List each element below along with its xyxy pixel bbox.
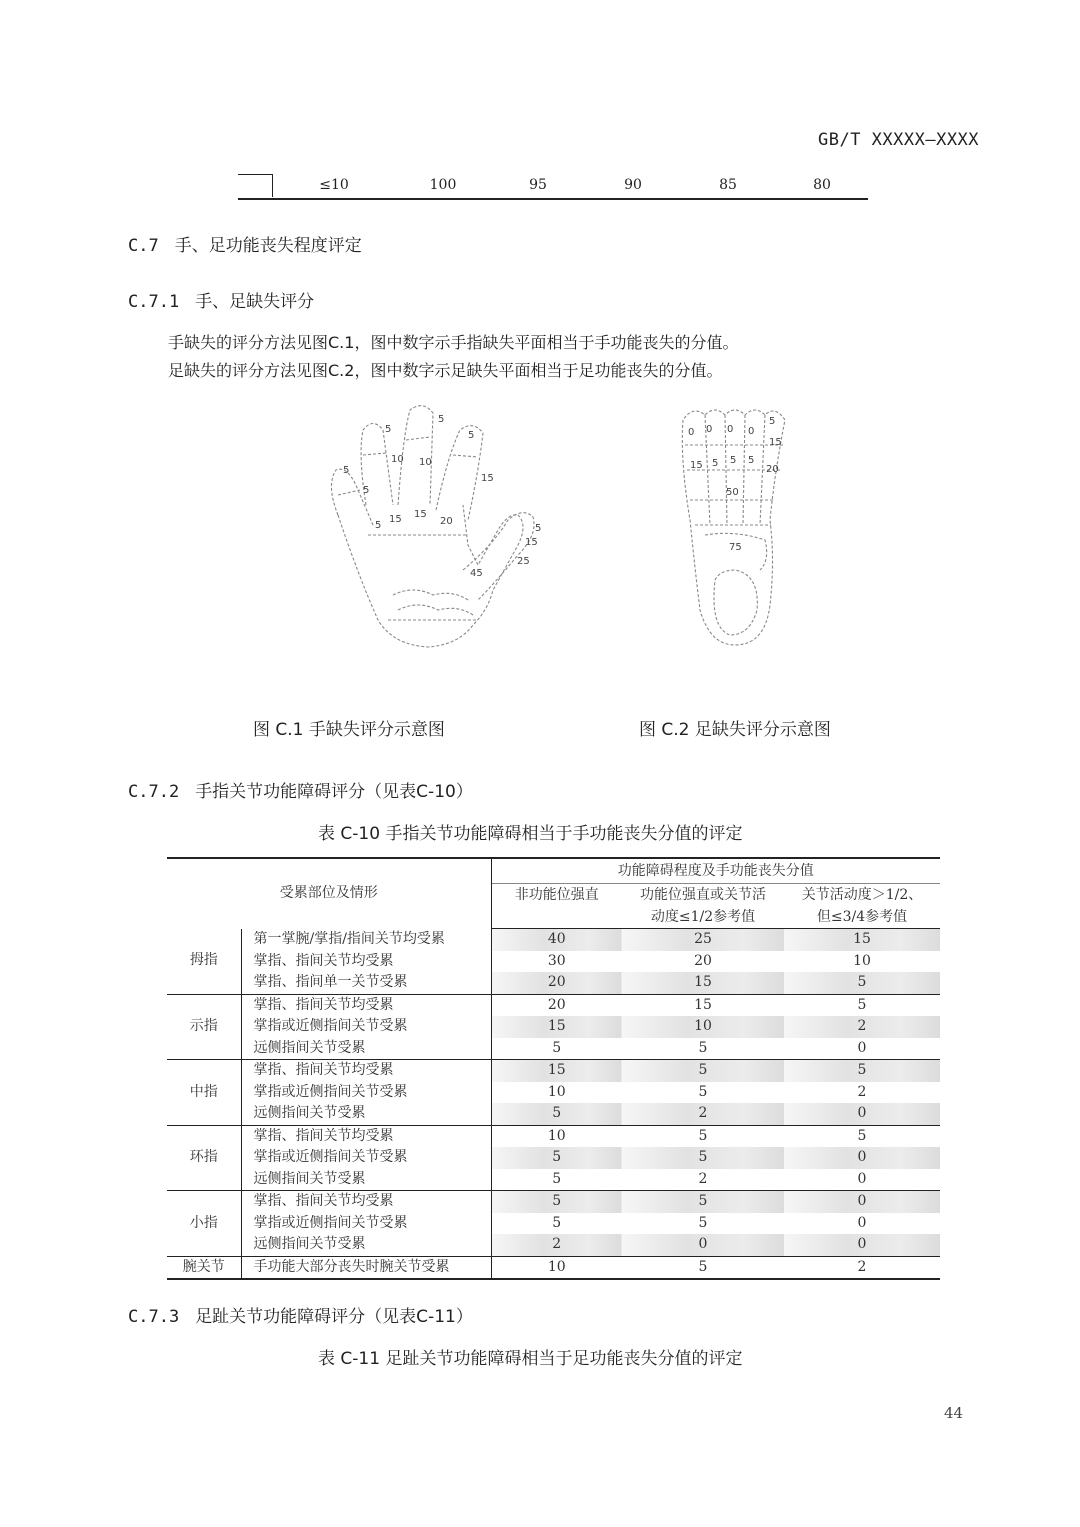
row-description: 第一掌腕/掌指/指间关节均受累	[241, 929, 491, 951]
hand-label: 5	[363, 485, 370, 496]
foot-label: 15	[769, 437, 782, 448]
section-title: 手、足缺失评分	[195, 292, 315, 312]
table-cell: 5	[491, 1103, 622, 1125]
table-row	[167, 1234, 940, 1256]
table-cell: 5	[622, 1256, 784, 1279]
row-description: 掌指或近侧指间关节受累	[241, 1213, 491, 1235]
foot-label: 0	[727, 424, 734, 435]
table-cell: 20	[491, 972, 622, 994]
table-cell: 40	[491, 929, 622, 951]
figure-caption-hand: 图 C.1 手缺失评分示意图	[253, 720, 445, 740]
column-header-line: 动度≤1/2参考值	[650, 909, 756, 925]
row-description: 远侧指间关节受累	[241, 1103, 491, 1125]
section-heading-c72	[128, 777, 473, 802]
table-cell: 15	[491, 1060, 622, 1082]
table-cell: 5	[491, 1038, 622, 1060]
hand-label: 5	[343, 465, 350, 476]
table-cell: 5	[622, 1060, 784, 1082]
hand-label: 25	[517, 556, 530, 567]
column-header-line: 关节活动度＞1/2、	[801, 887, 923, 903]
table-row	[167, 1016, 940, 1038]
row-description: 掌指、指间关节均受累	[241, 1191, 491, 1213]
table-cell: 0	[784, 1191, 940, 1213]
table-row	[167, 951, 940, 973]
row-description: 掌指、指间单一关节受累	[241, 972, 491, 994]
hand-label: 15	[414, 509, 427, 520]
table-cell: 5	[857, 1127, 867, 1144]
hand-label: 5	[385, 424, 392, 435]
table-row	[167, 972, 940, 994]
section-heading-c73	[128, 1302, 473, 1327]
table-row	[167, 1060, 940, 1082]
table-cell: 5	[784, 972, 940, 994]
table-cell: 10	[547, 1127, 566, 1144]
column-header-group: 功能障碍程度及手功能丧失分值	[491, 858, 940, 884]
row-description: 掌指、指间关节均受累	[241, 1060, 491, 1082]
column-header-line	[492, 906, 623, 928]
group-name-thumb: 拇指	[167, 929, 241, 995]
table-cell: 5	[622, 1191, 784, 1213]
table-cell: 2	[784, 1256, 940, 1279]
foot-label: 0	[748, 426, 755, 437]
table-cell: 5	[491, 1147, 622, 1169]
section-number: C.7.3	[128, 1307, 180, 1327]
table-row	[167, 1213, 940, 1235]
table-cell: 0	[622, 1234, 784, 1256]
table-cell: 10	[547, 1083, 566, 1100]
table-cell: 0	[784, 1038, 940, 1060]
standard-code: GB/T XXXXX—XXXX	[818, 130, 980, 150]
group-name-little-finger: 小指	[167, 1191, 241, 1257]
table-row	[167, 994, 940, 1016]
table-cell: 2	[784, 1016, 940, 1038]
section-number: C.7.2	[128, 782, 180, 802]
hand-label: 10	[419, 457, 432, 468]
table-cell: 20	[547, 996, 566, 1013]
table-cell: 100	[429, 177, 457, 193]
column-header-nonfunctional-ankylosis	[491, 884, 622, 929]
table-cell: 85	[719, 177, 737, 193]
column-header-affected-part: 受累部位及情形	[167, 858, 491, 929]
column-header-line: 但≤3/4参考值	[816, 909, 908, 925]
table-cell: 0	[784, 1147, 940, 1169]
hand-label: 15	[389, 514, 402, 525]
hand-label: 5	[535, 523, 542, 534]
paragraph-foot: 足缺失的评分方法见图C.2，图中数字示足缺失平面相当于足功能丧失的分值。	[168, 361, 723, 380]
foot-diagram	[675, 400, 795, 650]
group-name-middle-finger: 中指	[167, 1060, 241, 1126]
previous-table-row	[238, 174, 868, 200]
row-description: 掌指、指间关节均受累	[241, 1125, 491, 1147]
table-cell: 95	[529, 177, 547, 193]
table-row	[167, 1169, 940, 1191]
column-header-partial-range	[784, 884, 940, 929]
hand-label: 5	[375, 520, 382, 531]
table-row	[167, 1191, 940, 1213]
table-corner-line	[238, 174, 273, 197]
table-cell: 0	[857, 1214, 867, 1231]
hand-label: 15	[525, 537, 538, 548]
table-cell: 5	[552, 1214, 562, 1231]
foot-label: 5	[712, 458, 719, 469]
table-cell: 10	[622, 1016, 784, 1038]
table-cell: 2	[857, 1083, 867, 1100]
table-cell: 25	[622, 929, 784, 951]
group-name-wrist: 腕关节	[167, 1256, 241, 1279]
figure-caption-foot: 图 C.2 足缺失评分示意图	[639, 720, 831, 740]
section-title: 手、足功能丧失程度评定	[174, 236, 362, 256]
column-header-line: 非功能位强直	[514, 887, 599, 903]
table-row	[167, 1103, 940, 1125]
row-description: 掌指、指间关节均受累	[241, 951, 491, 973]
table-cell: 5	[857, 996, 867, 1013]
table-cell: 5	[698, 1214, 708, 1231]
row-description: 掌指或近侧指间关节受累	[241, 1082, 491, 1104]
foot-label: 0	[706, 424, 713, 435]
table-cell: 15	[491, 1016, 622, 1038]
table-row	[167, 1038, 940, 1060]
table-cell: 2	[491, 1234, 622, 1256]
table-title-c10: 表 C-10 手指关节功能障碍相当于手功能丧失分值的评定	[318, 824, 743, 844]
table-cell: 15	[694, 996, 712, 1013]
hand-diagram	[318, 395, 550, 655]
row-description: 远侧指间关节受累	[241, 1038, 491, 1060]
section-title: 足趾关节功能障碍评分（见表C-11）	[195, 1307, 473, 1327]
table-cell: 20	[694, 952, 712, 969]
foot-label: 75	[729, 542, 742, 553]
column-header-line: 功能位强直或关节活	[640, 887, 766, 903]
table-cell: 0	[784, 1103, 940, 1125]
table-cell: 5	[698, 1083, 708, 1100]
table-cell: 30	[547, 952, 566, 969]
table-cell: ≤10	[319, 177, 349, 193]
table-cell: 10	[491, 1256, 622, 1279]
table-cell: 5	[622, 1038, 784, 1060]
table-row	[167, 929, 940, 951]
table-row	[167, 1256, 940, 1279]
table-cell: 5	[622, 1147, 784, 1169]
table-cell: 15	[784, 929, 940, 951]
group-name-index-finger: 示指	[167, 994, 241, 1060]
hand-label: 10	[391, 454, 404, 465]
hand-label: 5	[438, 414, 445, 425]
table-cell: 5	[491, 1191, 622, 1213]
foot-label: 5	[769, 416, 776, 427]
table-row	[167, 1082, 940, 1104]
table-cell: 5	[698, 1127, 708, 1144]
table-cell: 10	[853, 952, 871, 969]
paragraph-hand: 手缺失的评分方法见图C.1，图中数字示手指缺失平面相当于手功能丧失的分值。	[168, 333, 739, 352]
row-description: 掌指或近侧指间关节受累	[241, 1147, 491, 1169]
table-cell: 15	[622, 972, 784, 994]
section-title: 手指关节功能障碍评分（见表C-10）	[195, 782, 473, 802]
row-description: 掌指、指间关节均受累	[241, 994, 491, 1016]
row-description: 手功能大部分丧失时腕关节受累	[241, 1256, 491, 1279]
hand-label: 15	[481, 473, 494, 484]
table-cell: 5	[491, 1169, 622, 1191]
group-name-ring-finger: 环指	[167, 1125, 241, 1191]
table-c10	[167, 857, 940, 1280]
table-cell: 0	[784, 1169, 940, 1191]
foot-label: 15	[690, 460, 703, 471]
page-number: 44	[944, 1404, 964, 1422]
foot-label: 0	[688, 427, 695, 438]
section-number: C.7	[128, 236, 159, 256]
section-number: C.7.1	[128, 292, 180, 312]
table-cell: 0	[784, 1234, 940, 1256]
hand-label: 20	[440, 516, 453, 527]
table-cell: 80	[813, 177, 831, 193]
foot-label: 5	[748, 455, 755, 466]
foot-label: 50	[726, 487, 739, 498]
hand-label: 5	[468, 430, 475, 441]
column-header-functional-ankylosis	[622, 884, 784, 929]
table-cell: 5	[784, 1060, 940, 1082]
foot-label: 5	[730, 455, 737, 466]
section-heading-c71	[128, 287, 314, 312]
table-row	[167, 1125, 940, 1147]
section-heading-c7	[128, 231, 362, 256]
row-description: 远侧指间关节受累	[241, 1169, 491, 1191]
row-description: 远侧指间关节受累	[241, 1234, 491, 1256]
foot-label: 20	[766, 464, 779, 475]
table-cell: 2	[622, 1169, 784, 1191]
table-title-c11: 表 C-11 足趾关节功能障碍相当于足功能丧失分值的评定	[318, 1349, 743, 1369]
row-description: 掌指或近侧指间关节受累	[241, 1016, 491, 1038]
table-row	[167, 1147, 940, 1169]
table-cell: 2	[622, 1103, 784, 1125]
hand-label: 45	[470, 568, 483, 579]
table-cell: 90	[624, 177, 642, 193]
